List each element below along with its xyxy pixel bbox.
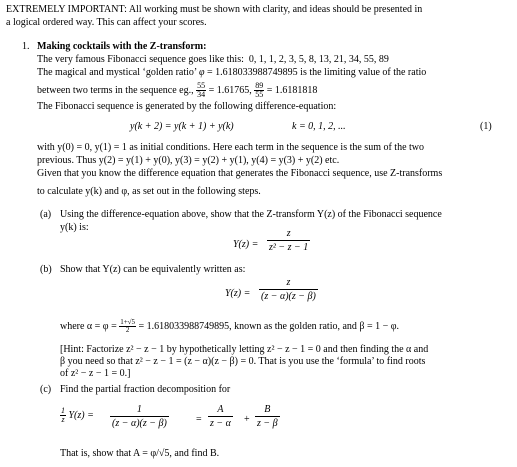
- phi-symbol: φ: [198, 67, 205, 78]
- part-a-fraction: [267, 228, 310, 253]
- part-b-line-1: Show that Y(z) can be equivalently written as:: [60, 264, 246, 275]
- part-c-plus: +: [244, 414, 250, 425]
- where-post: = 1.618033988749895, known as the golden ratio, and β = 1 − φ.: [138, 320, 400, 332]
- equation-1-range: k = 0, 1, 2, ...: [292, 121, 346, 132]
- ratio-2-den: 55: [255, 90, 264, 99]
- golden-val: = 1.618033988749895 is the limiting value of the ratio: [207, 67, 427, 78]
- part-c-final: That is, show that A = φ/√5, and find B.: [60, 448, 220, 459]
- ratio-1-den: 34: [197, 90, 206, 99]
- equation-1: y(k + 2) = y(k + 1) + y(k): [130, 121, 234, 132]
- between-pre: between two terms in the sequence eg.,: [37, 84, 194, 96]
- one-over-z-den: z: [61, 415, 65, 424]
- part-b-lhs: Y(z) =: [225, 288, 251, 299]
- between-v1: = 1.61765,: [208, 84, 252, 96]
- given-line-2: to calculate y(k) and φ, as set out in the following steps.: [37, 186, 261, 197]
- where-pre: where α = φ =: [60, 320, 117, 332]
- part-c-f2-num: A: [208, 404, 233, 417]
- given-line-1: Given that you know the difference equation that generates the Fibonacci sequence, use Z-transforms: [37, 168, 443, 179]
- part-a-num: z: [267, 228, 310, 241]
- part-c-f2-den: z − α: [210, 418, 231, 429]
- ratio-fraction-2: [254, 82, 264, 99]
- part-c-f1-num: 1: [110, 404, 169, 417]
- part-c-label: (c): [40, 384, 52, 395]
- golden-fraction: [119, 319, 136, 334]
- part-c-equals: =: [196, 414, 202, 425]
- ratio-fraction-1: [196, 82, 206, 99]
- part-b-where: [60, 319, 399, 334]
- part-c-fraction-1: [110, 404, 169, 429]
- question-title: Making cocktails with the Z-transform:: [37, 41, 207, 52]
- part-a-line-1: Using the difference-equation above, show that the Z-transform Y(z) of the Fibonacci sequence: [60, 209, 442, 220]
- ratio-2-num: 89: [255, 81, 264, 90]
- generation-line: The Fibonacci sequence is generated by the following difference-equation:: [37, 101, 337, 112]
- part-c-lhs: Y(z) =: [68, 409, 94, 421]
- part-c-line-1: Find the partial fraction decomposition for: [60, 384, 231, 395]
- golden-ratio-line: [37, 67, 426, 79]
- part-a-label: (a): [40, 209, 52, 220]
- part-c-f1-den: (z − α)(z − β): [112, 418, 167, 429]
- part-b-num: z: [259, 277, 318, 290]
- part-a-lhs: Y(z) =: [233, 239, 259, 250]
- fib-sequence: 0, 1, 1, 2, 3, 5, 8, 13, 21, 34, 55, 89: [248, 54, 389, 65]
- one-over-z-num: 1: [61, 406, 65, 415]
- fib-intro-text: The very famous Fibonacci sequence goes like this:: [37, 54, 244, 65]
- one-over-z: [60, 407, 66, 424]
- part-a-line-2: y(k) is:: [60, 222, 89, 233]
- golden-pre: The magical and mystical ‘golden ratio’: [37, 67, 197, 78]
- part-c-f3-num: B: [255, 404, 280, 417]
- part-c-fraction-3: [255, 404, 280, 429]
- part-c-fraction-2: [208, 404, 233, 429]
- fib-intro: [37, 54, 389, 66]
- part-b-den: (z − α)(z − β): [261, 291, 316, 302]
- part-c-f3-den: z − β: [257, 418, 278, 429]
- question-number: 1.: [22, 41, 30, 52]
- golden-frac-den: 2: [125, 326, 130, 334]
- part-b-fraction: [259, 277, 318, 302]
- conditions-line-2: previous. Thus y(2) = y(1) + y(0), y(3) = y(2) + y(1), y(4) = y(3) + y(2) etc.: [37, 155, 340, 166]
- header-line-1: EXTREMELY IMPORTANT: All working must be shown with clarity, and ideas should be presented in: [6, 4, 423, 15]
- equation-1-tag: (1): [480, 121, 492, 132]
- part-c-equation: [60, 407, 94, 424]
- ratio-1-num: 55: [197, 81, 206, 90]
- between-v2: = 1.6181818: [266, 84, 318, 96]
- conditions-line-1: with y(0) = 0, y(1) = 1 as initial conditions. Here each term in the sequence is the sum of the two: [37, 142, 425, 153]
- hint-line-3: of z² − z − 1 = 0.]: [60, 368, 131, 379]
- hint-line-2: β you need so that z² − z − 1 = (z − α)(z − β) = 0. That is you use the ‘formula’ to find roots: [60, 356, 426, 367]
- part-a-den: z² − z − 1: [269, 242, 309, 253]
- header-line-2: a logical ordered way. This can affect your scores.: [6, 17, 207, 28]
- hint-line-1: [Hint: Factorize z² − z − 1 by hypothetically letting z² − z − 1 = 0 and then finding the α and: [60, 344, 429, 355]
- golden-frac-num: 1+√5: [120, 318, 136, 326]
- part-b-label: (b): [40, 264, 52, 275]
- between-line: [37, 82, 317, 99]
